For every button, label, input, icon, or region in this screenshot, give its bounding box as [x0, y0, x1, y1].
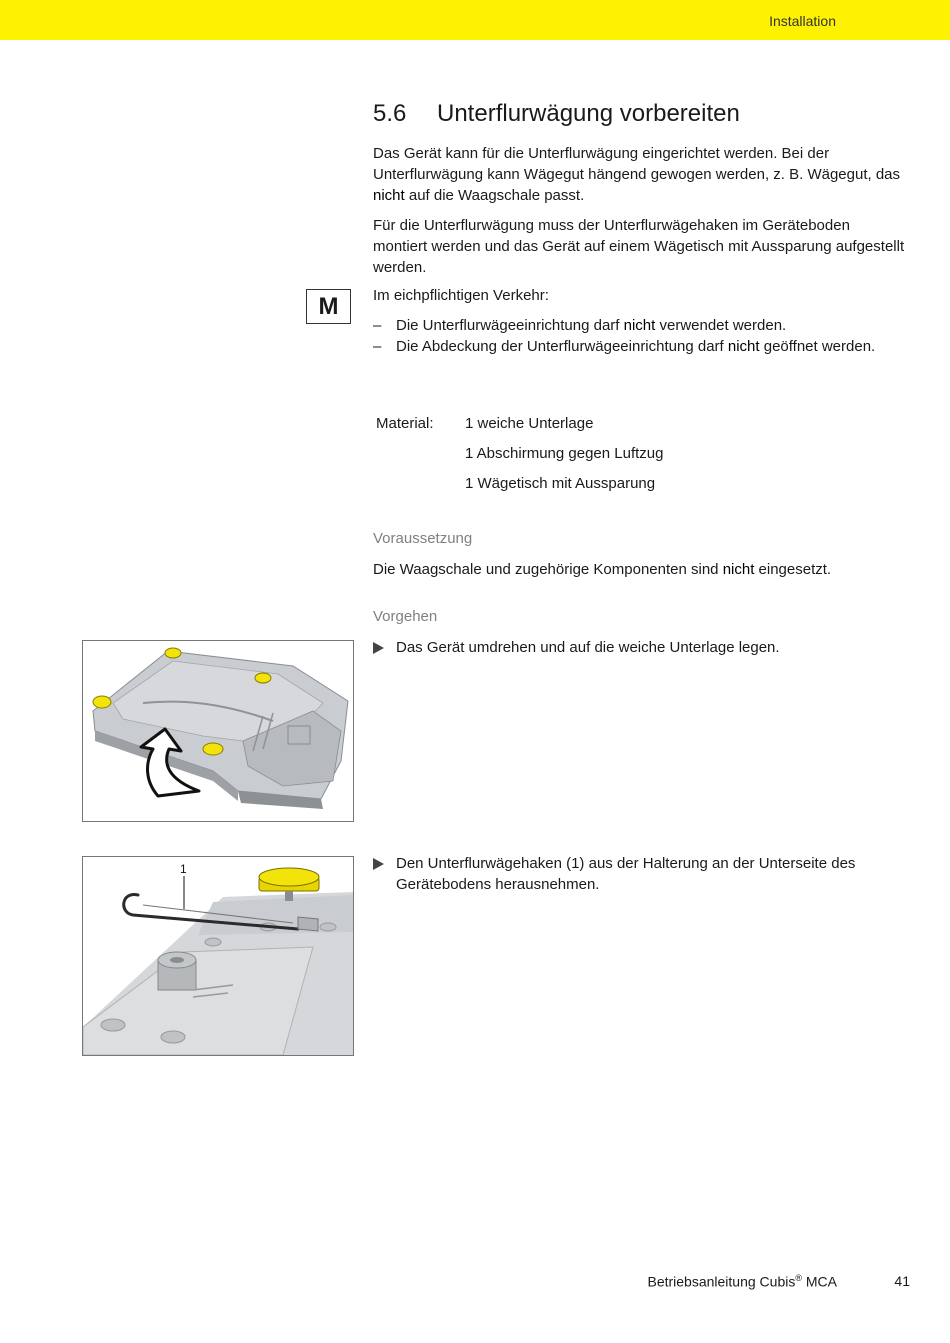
footer-title-suffix: MCA [802, 1273, 837, 1290]
step-arrow-icon [373, 858, 384, 870]
intro-p1-part-b: auf die Waagschale passt. [404, 187, 585, 204]
procedure-step-2 [373, 853, 908, 895]
footer-title-text: Betriebsanleitung Cubis [647, 1273, 796, 1290]
material-item: 1 weiche Unterlage [465, 415, 594, 432]
registered-mark: ® [795, 1273, 802, 1283]
legal-item-2: – Die Abdeckung der Unterflurwägeeinrichtung darf nicht geöffnet werden. [373, 336, 908, 357]
step-text: Das Gerät umdrehen und auf die weiche Unterlage legen. [396, 639, 780, 656]
step-arrow-icon [373, 642, 384, 654]
figure-balance-upside-down [82, 640, 354, 822]
prerequisite-heading: Voraussetzung [373, 530, 473, 547]
legal-metrology-marker: M [306, 289, 351, 324]
section-heading [373, 100, 740, 128]
running-header: Installation [769, 13, 836, 29]
section-number: 5.6 [373, 100, 407, 127]
material-item: 1 Abschirmung gegen Luftzug [465, 445, 664, 462]
balance-underside-illustration [83, 641, 353, 821]
procedure-step-1 [373, 637, 908, 658]
page-number: 41 [894, 1273, 910, 1289]
footer-document-title [647, 1273, 837, 1290]
intro-paragraph-2: Für die Unterflurwägung muss der Unterflurwägehaken im Geräteboden montiert werden und das Gerät auf einem Wägetisch mit Aussparung aufgestellt werden. [373, 217, 905, 276]
figure-hook-removal [82, 856, 354, 1056]
intro-p1-part-a: Das Gerät kann für die Unterflurwägung eingerichtet werden. Bei der Unterflurwägung kann Wägegut hängend gewogen werden, z. B. Wägegut, das [373, 145, 901, 183]
material-item: 1 Wägetisch mit Aussparung [465, 475, 656, 492]
legal-note [373, 285, 908, 357]
procedure-heading: Vorgehen [373, 608, 438, 625]
step-text: Den Unterflurwägehaken (1) aus der Halterung an der Unterseite des Gerätebodens herausnehmen. [396, 855, 856, 893]
legal-lead: Im eichpflichtigen Verkehr: [373, 287, 549, 304]
legal-item-1: – Die Unterflurwägeeinrichtung darf nicht verwendet werden. [373, 315, 908, 336]
intro-text [373, 143, 908, 278]
intro-p1-emphasis: nicht [373, 187, 405, 204]
section-title: Unterflurwägung vorbereiten [437, 100, 740, 127]
callout-number: 1 [180, 862, 187, 876]
legal-list [373, 315, 908, 357]
intro-paragraph-1 [373, 143, 908, 206]
hook-removal-illustration [83, 857, 353, 1055]
material-label: Material: [376, 415, 434, 432]
prerequisite-text: Die Waagschale und zugehörige Komponenten sind nicht eingesetzt. [373, 561, 832, 578]
